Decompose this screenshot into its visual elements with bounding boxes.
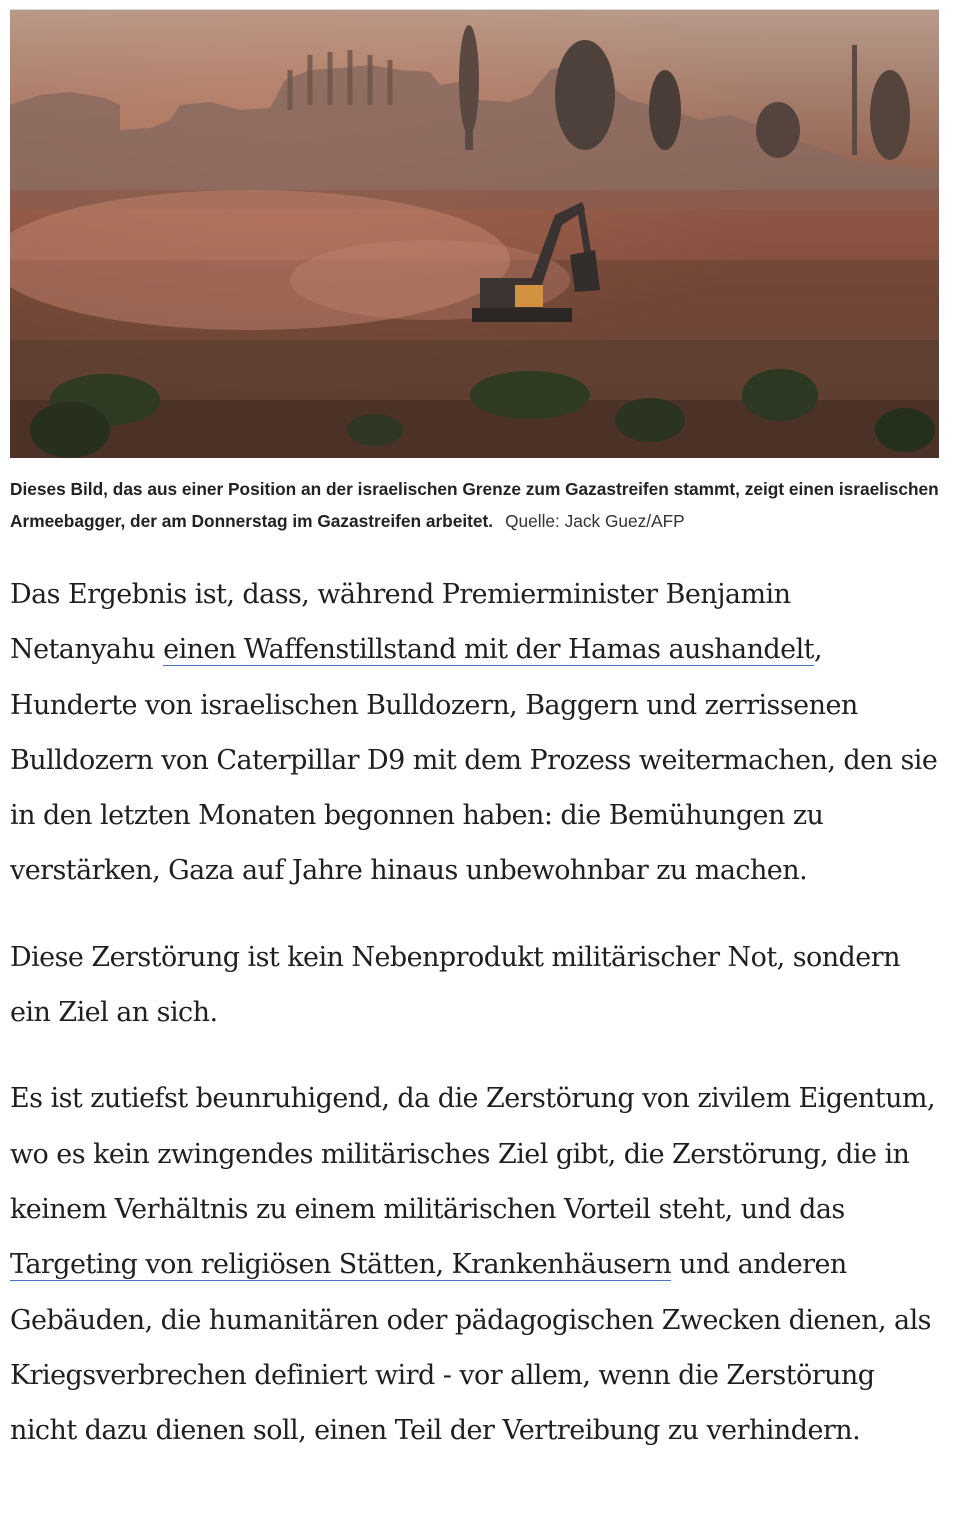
article-photo: [10, 9, 939, 458]
link-waffenstillstand[interactable]: einen Waffenstillstand mit der Hamas aushandelt: [163, 634, 814, 666]
link-targeting-religioese-staetten[interactable]: Targeting von religiösen Stätten, Krankenhäusern: [10, 1249, 672, 1281]
caption-text: Dieses Bild, das aus einer Position an der israelischen Grenze zum Gazastreifen stammt, zeigt einen israelischen Armeebagger, der am Donnerstag im Gazastreifen arbeitet.: [10, 479, 939, 531]
photo-caption: [10, 473, 940, 537]
paragraph-1: [10, 567, 940, 899]
paragraph-3-text-end: und anderen Gebäuden, die humanitären oder pädagogischen Zwecken dienen, als Kriegsverbrechen definiert wird - vor allem, wenn die Zerstörung nicht dazu dienen soll, einen Teil der Vertreibung zu verhindern.: [10, 1249, 931, 1447]
paragraph-3-text-start: Es ist zutiefst beunruhigend, da die Zerstörung von zivilem Eigentum, wo es kein zwingendes militärisches Ziel gibt, die Zerstörung, die in keinem Verhältnis zu einem militärischen Vorteil steht, und das: [10, 1083, 935, 1225]
paragraph-2: Diese Zerstörung ist kein Nebenprodukt militärischer Not, sondern ein Ziel an sich.: [10, 941, 900, 1029]
article-body: [10, 567, 940, 1458]
paragraph-1-text-start: Das Ergebnis ist, dass, während Premierminister Benjamin Netanyahu: [10, 579, 791, 666]
paragraph-1-text-end: , Hunderte von israelischen Bulldozern, Baggern und zerrissenen Bulldozern von Caterpillar D9 mit dem Prozess weitermachen, den sie in den letzten Monaten begonnen haben: die Bemühungen zu verstärken, Gaza auf Jahre hinaus unbewohnbar zu machen.: [10, 634, 938, 887]
paragraph-3: [10, 1071, 940, 1458]
caption-source: Quelle: Jack Guez/AFP: [505, 511, 685, 531]
photo-illustration: [10, 10, 939, 458]
article: [10, 0, 940, 1489]
